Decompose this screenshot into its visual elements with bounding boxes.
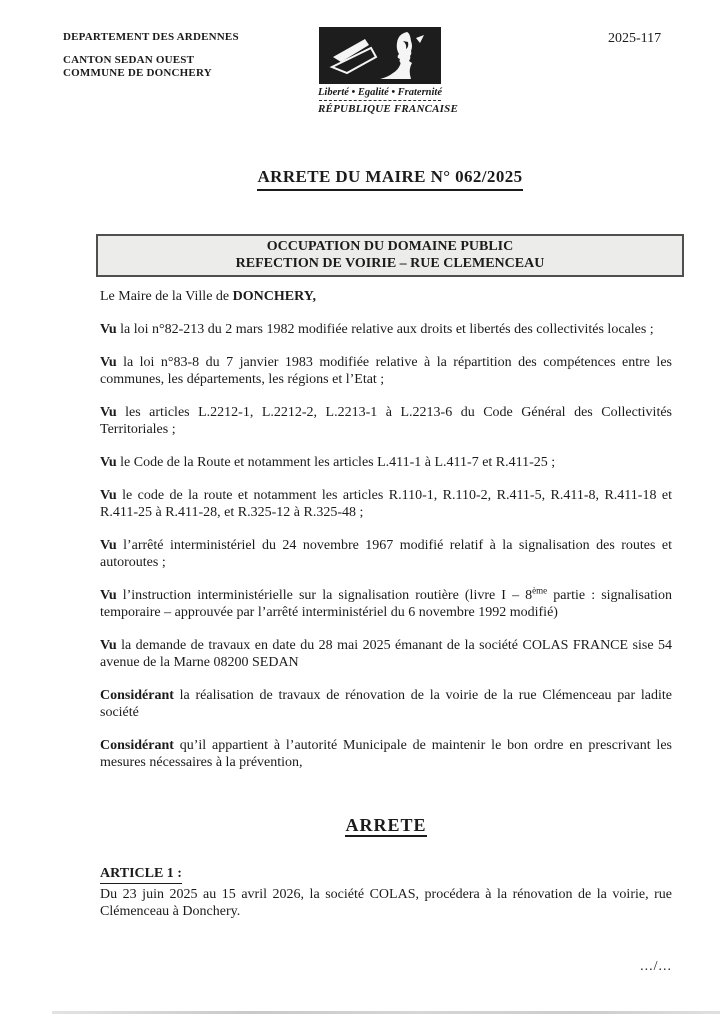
article-heading: [100, 865, 672, 884]
republic-label: RÉPUBLIQUE FRANCAISE: [318, 103, 459, 115]
article-1: [100, 865, 672, 920]
subject-line-1: OCCUPATION DU DOMAINE PUBLIC: [266, 239, 514, 254]
body-paragraph: Vu les articles L.2212-1, L.2212-2, L.2213-1 à L.2213-6 du Code Général des Collectivités Territoriales ;: [100, 405, 672, 437]
body-paragraph: Vu la loi n°82-213 du 2 mars 1982 modifiée relative aux droits et libertés des collectivités locales ;: [100, 322, 654, 337]
continuation-mark: .../...: [640, 958, 672, 974]
body-paragraph: Considérant la réalisation de travaux de rénovation de la voirie de la rue Clémenceau par ladite société: [100, 688, 672, 720]
body-paragraph: Vu le Code de la Route et notamment les articles L.411-1 à L.411-7 et R.411-25 ;: [100, 455, 556, 470]
decree-heading: [100, 817, 672, 837]
republic-logo-block: [318, 27, 459, 115]
motto-label: Liberté • Egalité • Fraternité: [318, 87, 443, 98]
canton-label: CANTON SEDAN OUEST: [63, 54, 195, 66]
reference-number: 2025-117: [608, 31, 662, 46]
subject-box: [96, 234, 684, 277]
body-paragraph: Vu le code de la route et notamment les articles R.110-1, R.110-2, R.411-5, R.411-8, R.411-18 et R.411-25 à R.411-28, et R.325-12 à R.325-48 ;: [100, 488, 672, 520]
header-issuer-block: [63, 31, 239, 80]
body-paragraph: Vu la demande de travaux en date du 28 mai 2025 émanant de la société COLAS FRANCE sise 54 avenue de la Marne 08200 SEDAN: [100, 638, 672, 670]
document-title-text: ARRETE DU MAIRE N° 062/2025: [257, 167, 522, 191]
article-heading-text: ARTICLE 1 :: [100, 865, 182, 884]
body-paragraph: Le Maire de la Ville de DONCHERY,: [100, 289, 317, 304]
body-paragraph: Vu la loi n°83-8 du 7 janvier 1983 modifiée relative à la répartition des compétences entre les communes, les départements, les régions et l’Etat ;: [100, 355, 672, 387]
subject-line-2: REFECTION DE VOIRIE – RUE CLEMENCEAU: [235, 256, 545, 271]
dash-separator: [319, 100, 441, 101]
document-body: [100, 288, 672, 989]
department-label: DEPARTEMENT DES ARDENNES: [63, 31, 239, 43]
recitals: [100, 288, 672, 771]
body-paragraph: Considérant qu’il appartient à l’autorité Municipale de maintenir le bon ordre en prescrivant les mesures nécessaires à la prévention,: [100, 738, 672, 770]
body-paragraph: Vu l’instruction interministérielle sur la signalisation routière (livre I – 8ème partie : signalisation temporaire – approuvée par l’arrêté interministériel du 6 novembre 1992 modifié): [100, 585, 672, 620]
document-title: [96, 167, 684, 191]
article-text: Du 23 juin 2025 au 15 avril 2026, la société COLAS, procédera à la rénovation de la voirie, rue Clémenceau à Donchery.: [100, 886, 672, 919]
decree-heading-text: ARRETE: [345, 815, 427, 835]
commune-label: COMMUNE DE DONCHERY: [63, 67, 212, 79]
marianne-logo: [319, 27, 441, 84]
scan-edge-line: [52, 1011, 720, 1014]
body-paragraph: Vu l’arrêté interministériel du 24 novembre 1967 modifié relatif à la signalisation des routes et autoroutes ;: [100, 538, 672, 570]
